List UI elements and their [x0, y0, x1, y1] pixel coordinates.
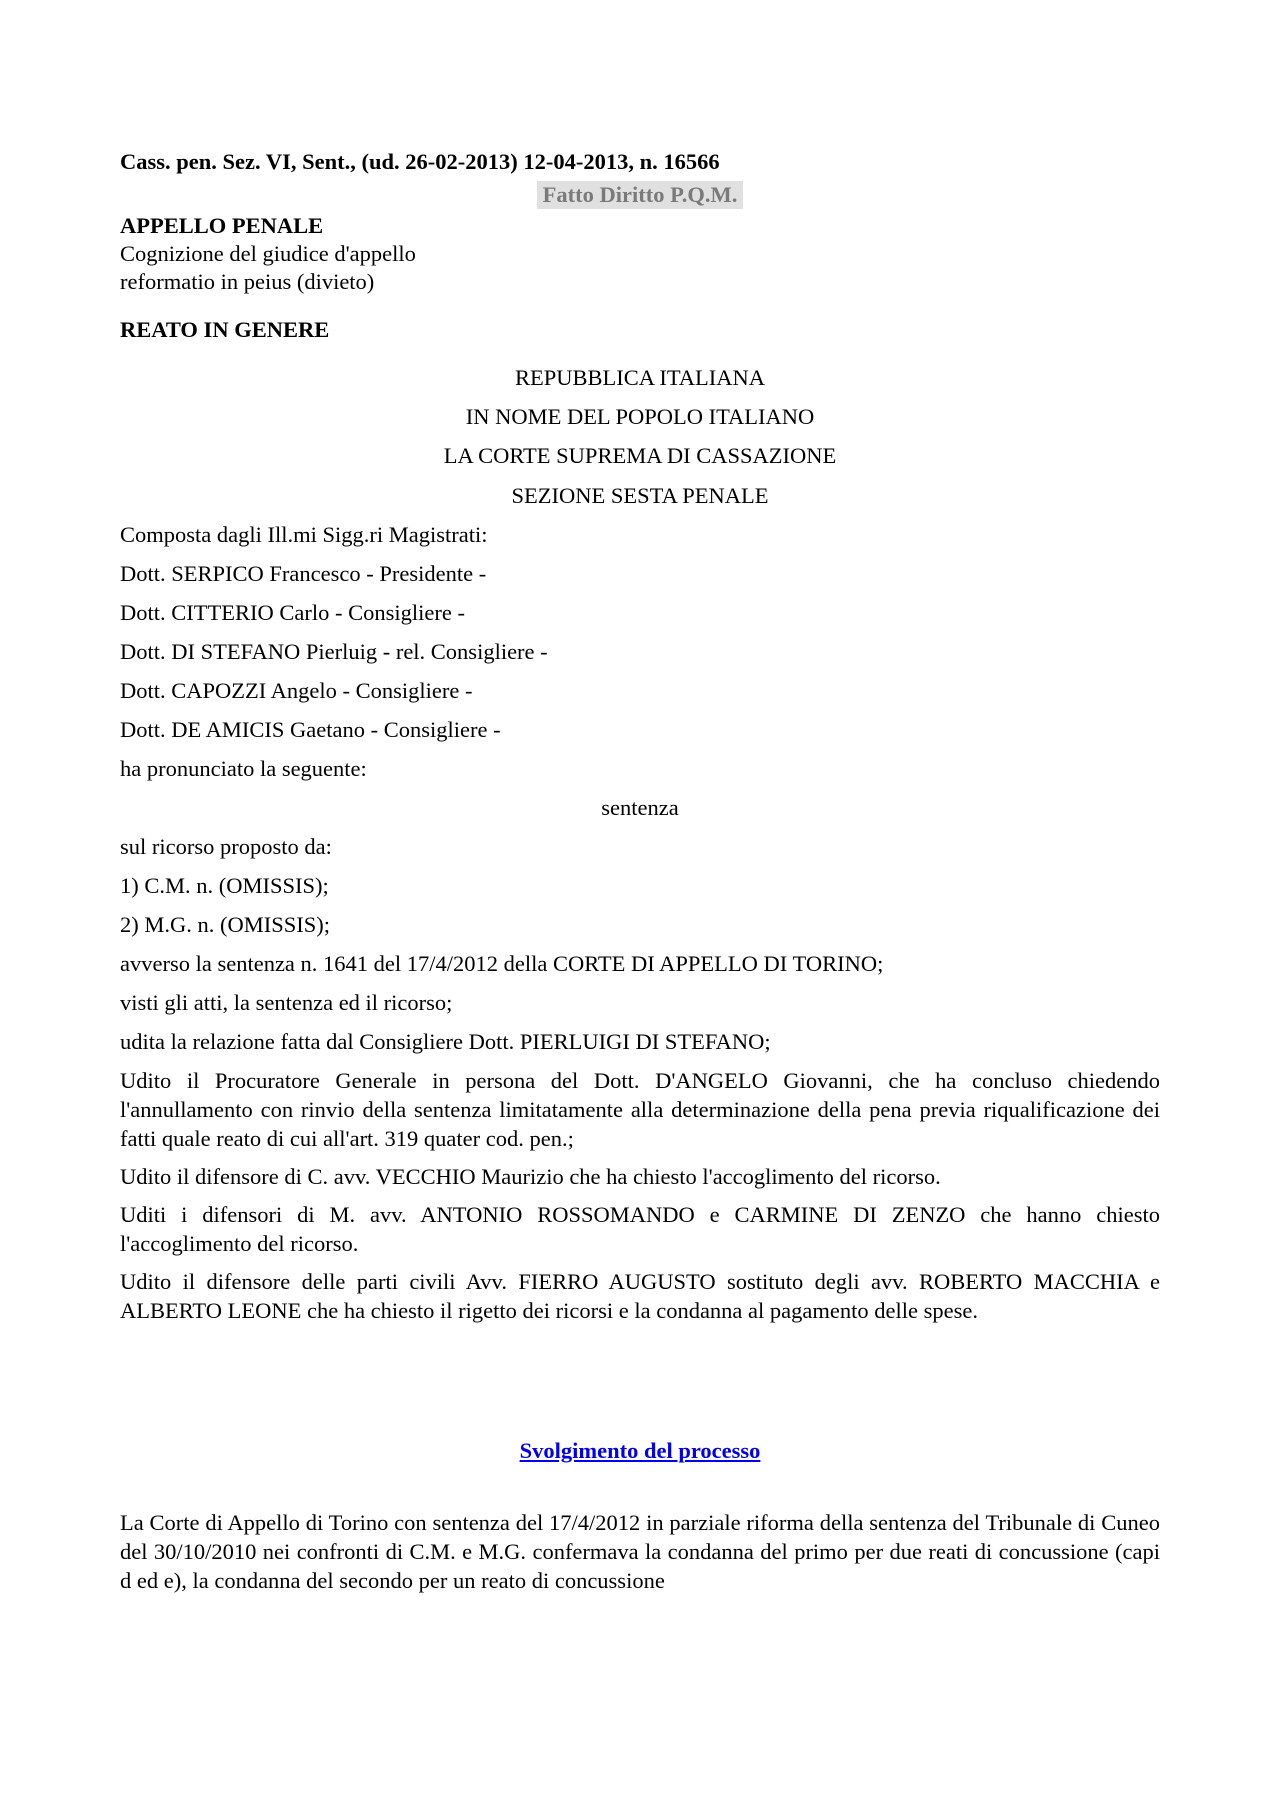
court-line-3: LA CORTE SUPREMA DI CASSAZIONE [443, 443, 837, 468]
section-paragraph: La Corte di Appello di Torino con sentenza del 17/4/2012 in parziale riforma della sentenza del Tribunale di Cuneo del 30/10/2010 nei confronti di C.M. e M.G. confermava la condanna del primo per due reati di concussione (capi d ed e), la condanna del secondo per un reato di concussione [120, 1510, 1160, 1593]
court-line-1: REPUBBLICA ITALIANA [514, 365, 766, 390]
sentence-type: sentenza [601, 795, 679, 820]
nav-link-diritto[interactable]: Diritto [599, 182, 665, 207]
nav-link-pqm[interactable]: P.Q.M. [670, 182, 738, 207]
classification-heading-1: APPELLO PENALE [120, 213, 324, 238]
court-line-2: IN NOME DEL POPOLO ITALIANO [465, 404, 815, 429]
defender-c-paragraph: Udito il difensore di C. avv. VECCHIO Maurizio che ha chiesto l'accoglimento del ricorso. [120, 1164, 941, 1189]
procuratore-paragraph: Udito il Procuratore Generale in persona del Dott. D'ANGELO Giovanni, che ha concluso chiedendo l'annullamento con rinvio della sentenza limitatamente alla determinazione della pena previa riqualificazione dei fatti quale reato di cui all'art. 319 quater cod. pen.; [120, 1068, 1160, 1151]
appeal-report: udita la relazione fatta dal Consigliere Dott. PIERLUIGI DI STEFANO; [120, 1029, 771, 1054]
classification-heading-2: REATO IN GENERE [120, 317, 330, 342]
party-line: 2) M.G. n. (OMISSIS); [120, 912, 331, 937]
nav-link-fatto[interactable]: Fatto [542, 182, 594, 207]
citation-title: Cass. pen. Sez. VI, Sent., (ud. 26-02-2013) 12-04-2013, n. 16566 [120, 149, 720, 174]
party-line: 1) C.M. n. (OMISSIS); [120, 873, 329, 898]
section-nav-bar [537, 181, 744, 209]
section-nav [120, 181, 1160, 209]
classification-sub-1: Cognizione del giudice d'appello [120, 241, 416, 266]
civil-parties-paragraph: Udito il difensore delle parti civili Avv. FIERRO AUGUSTO sostituto degli avv. ROBERTO MACCHIA e ALBERTO LEONE che ha chiesto il rigetto dei ricorsi e la condanna al pagamento delle spese. [120, 1269, 1160, 1323]
judge-line: Dott. DE AMICIS Gaetano - Consigliere - [120, 717, 501, 742]
composition-intro: Composta dagli Ill.mi Sigg.ri Magistrati: [120, 522, 488, 547]
classification-sub-2: reformatio in peius (divieto) [120, 269, 375, 294]
appeal-against: avverso la sentenza n. 1641 del 17/4/2012 della CORTE DI APPELLO DI TORINO; [120, 951, 884, 976]
judge-line: Dott. CITTERIO Carlo - Consigliere - [120, 600, 465, 625]
appeal-seen: visti gli atti, la sentenza ed il ricorso; [120, 990, 453, 1015]
judge-line: Dott. DI STEFANO Pierluig - rel. Consigliere - [120, 639, 548, 664]
judge-line: Dott. SERPICO Francesco - Presidente - [120, 561, 487, 586]
defenders-m-paragraph: Uditi i difensori di M. avv. ANTONIO ROSSOMANDO e CARMINE DI ZENZO che hanno chiesto l'accoglimento del ricorso. [120, 1202, 1160, 1256]
document-page [120, 148, 1160, 1595]
section-title-wrap [120, 1437, 1160, 1465]
court-line-4: SEZIONE SESTA PENALE [511, 483, 769, 508]
appeal-intro: sul ricorso proposto da: [120, 834, 332, 859]
section-title-link[interactable]: Svolgimento del processo [519, 1438, 761, 1463]
pronounced-text: ha pronunciato la seguente: [120, 756, 367, 781]
judge-line: Dott. CAPOZZI Angelo - Consigliere - [120, 678, 473, 703]
